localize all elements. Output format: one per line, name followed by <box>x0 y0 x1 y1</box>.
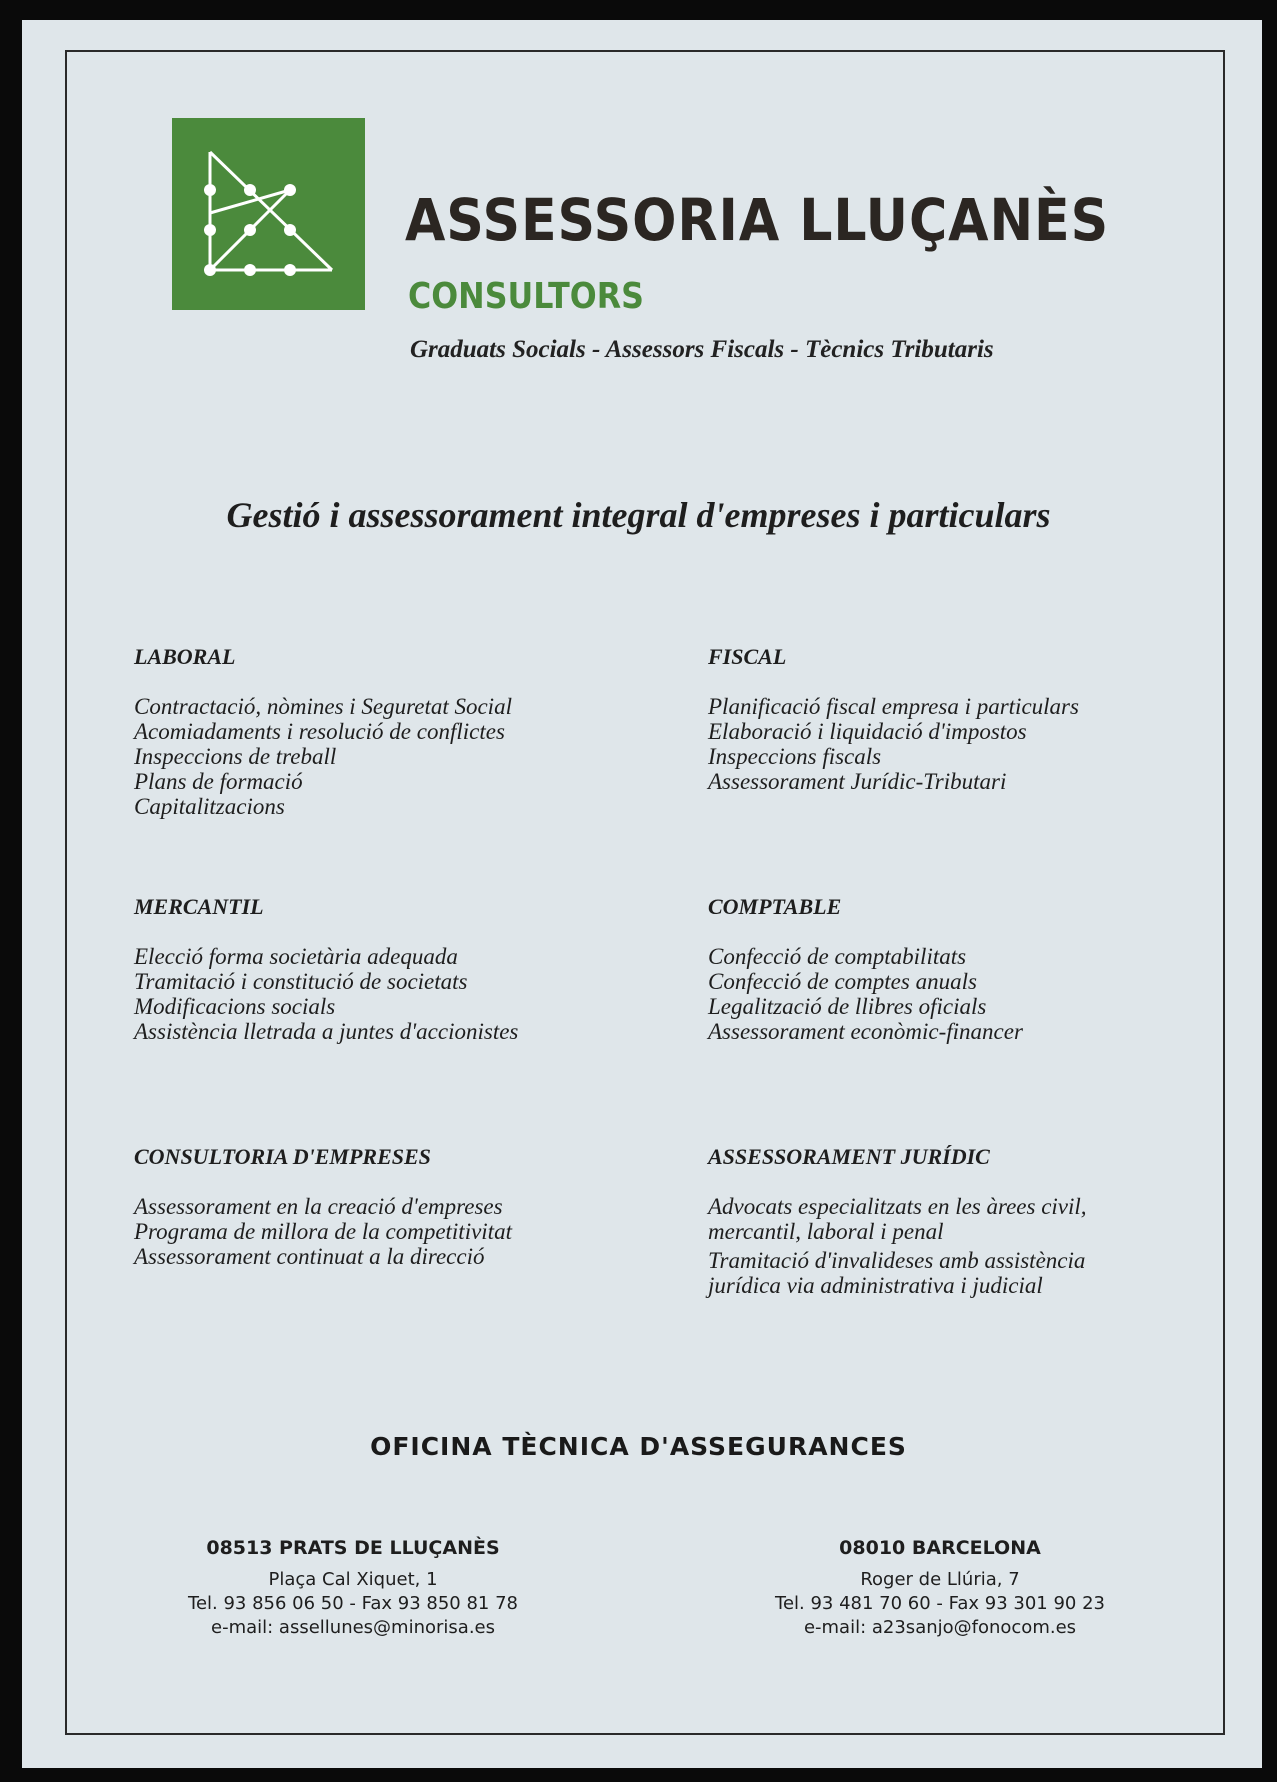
list-item: Modificacions socials <box>134 994 336 1019</box>
office-email: e-mail: assellunes@minorisa.es <box>211 1617 495 1638</box>
list-item: Confecció de comptes anuals <box>708 969 977 994</box>
list-item: Assessorament econòmic-financer <box>708 1019 1023 1044</box>
section-title-juridic: ASSESSORAMENT JURÍDIC <box>708 1144 990 1169</box>
list-item: Tramitació i constitució de societats <box>134 969 468 994</box>
section-title-consultoria: CONSULTORIA D'EMPRESES <box>134 1144 431 1169</box>
office-city: 08010 BARCELONA <box>839 1537 1041 1559</box>
section-title-mercantil: MERCANTIL <box>134 894 264 919</box>
list-item: Advocats especialitzats en les àrees civil, mercantil, laboral i penal <box>708 1194 1087 1244</box>
list-item: Assessorament Jurídic-Tributari <box>708 769 1007 794</box>
list-item: Planificació fiscal empresa i particulars <box>708 694 1079 719</box>
insurance-office-title: OFICINA TÈCNICA D'ASSEGURANCES <box>370 1432 907 1461</box>
section-list-mercantil <box>134 944 518 1044</box>
list-item: Acomiadaments i resolució de conflictes <box>134 719 505 744</box>
list-item: Programa de millora de la competitivitat <box>134 1219 512 1244</box>
list-item: Assessorament en la creació d'empreses <box>134 1194 503 1219</box>
list-item: Plans de formació <box>134 769 303 794</box>
brand-name: ASSESSORIA LLUÇANÈS <box>405 186 1110 254</box>
list-item: Legalització de llibres oficials <box>708 994 987 1019</box>
dot-grid-triangle-logo-icon <box>172 118 365 310</box>
section-title-comptable: COMPTABLE <box>708 894 842 919</box>
brand-subtitle: CONSULTORS <box>408 276 644 317</box>
section-title-laboral: LABORAL <box>134 644 236 669</box>
list-item: Elaboració i liquidació d'impostos <box>708 719 1027 744</box>
logo <box>172 118 365 310</box>
office-email: e-mail: a23sanjo@fonocom.es <box>803 1617 1077 1638</box>
list-item: Inspeccions fiscals <box>708 744 882 769</box>
list-item: Assistència lletrada a juntes d'accionistes <box>134 1019 519 1044</box>
office-prats <box>143 1536 563 1640</box>
list-item: Contractació, nòmines i Seguretat Social <box>134 694 512 719</box>
section-title-fiscal: FISCAL <box>708 644 787 669</box>
list-item: Elecció forma societària adequada <box>134 944 458 969</box>
office-address: Plaça Cal Xiquet, 1 <box>268 1569 438 1590</box>
list-item: Capitalitzacions <box>134 794 285 819</box>
list-item: Confecció de comptabilitats <box>708 944 967 969</box>
section-list-comptable <box>708 944 1023 1044</box>
office-phone: Tel. 93 481 70 60 - Fax 93 301 90 23 <box>775 1593 1105 1614</box>
section-list-consultoria <box>134 1194 512 1269</box>
office-barcelona <box>730 1536 1150 1640</box>
list-item: Tramitació d'invalideses amb assistència jurídica via administrativa i judicial <box>708 1248 1086 1298</box>
list-item: Inspeccions de treball <box>134 744 337 769</box>
section-list-juridic <box>708 1194 1148 1298</box>
tagline: Graduats Socials - Assessors Fiscals - Tècnics Tributaris <box>410 336 994 363</box>
office-city: 08513 PRATS DE LLUÇANÈS <box>206 1537 500 1559</box>
office-phone: Tel. 93 856 06 50 - Fax 93 850 81 78 <box>188 1593 518 1614</box>
page-headline: Gestió i assessorament integral d'empreses i particulars <box>226 495 1051 535</box>
list-item: Assessorament continuat a la direcció <box>134 1244 485 1269</box>
section-list-fiscal <box>708 694 1079 794</box>
office-address: Roger de Llúria, 7 <box>860 1569 1020 1590</box>
section-list-laboral <box>134 694 512 819</box>
